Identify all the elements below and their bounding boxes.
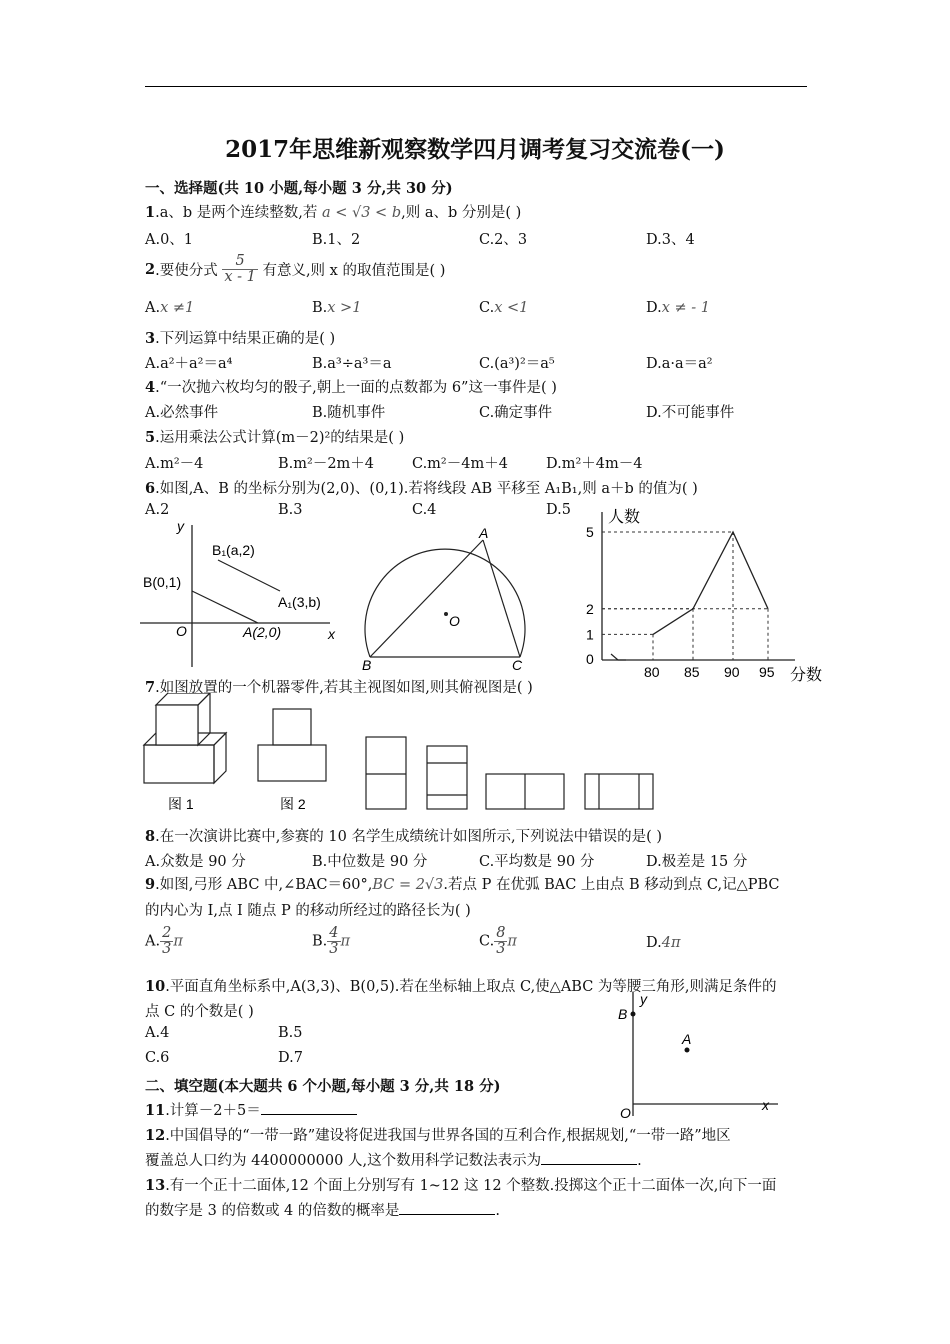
- segment-ab: [192, 591, 258, 623]
- chord-ab: [370, 540, 483, 657]
- page-title: 2017年思维新观察数学四月调考复习交流卷(一): [225, 136, 725, 163]
- figure-2-front-view: [258, 709, 326, 781]
- question-12-line-2: 覆盖总人口约为 4400000000 人,这个数用科学记数法表示为 .: [145, 1149, 642, 1170]
- option-view-c: [486, 774, 564, 809]
- q8-option-d: D.极差是 15 分: [646, 854, 748, 870]
- q4-option-d: D.不可能事件: [646, 405, 735, 421]
- q9-point-a-label: A: [479, 525, 489, 541]
- q6-option-a: A.2: [145, 502, 170, 518]
- q9-option-b: B. $\frac{4}{3}$ π: [312, 925, 351, 958]
- q6-option-b: B.3: [278, 502, 303, 518]
- q10-y-label: y: [640, 991, 647, 1007]
- q3-option-b: B.a³÷a³＝a: [312, 356, 392, 372]
- q10-x-label: x: [762, 1097, 769, 1113]
- q2-option-c: C.x <1: [479, 300, 529, 316]
- q5-option-b: B.m²－2m＋4: [278, 456, 375, 472]
- figure-1-solid: [144, 693, 226, 783]
- q8-line-chart: [580, 500, 830, 690]
- q4-option-a: A.必然事件: [145, 405, 219, 421]
- option-view-d: [585, 774, 653, 809]
- q10-option-b: B.5: [278, 1025, 303, 1041]
- x-tick-label-80: 80: [644, 664, 660, 680]
- chart-series-line: [653, 532, 768, 634]
- major-arc-bac: [365, 549, 525, 657]
- q10-point-a: [685, 1048, 690, 1053]
- q1-option-b: B.1、2: [312, 232, 361, 248]
- point-a-label: A(2,0): [243, 624, 282, 640]
- q1-option-c: C.2、3: [479, 232, 528, 248]
- y-tick-label-2: 2: [586, 600, 594, 617]
- question-2: 2.要使分式 $\frac{5}{x - 1}$ 有意义,则 x 的取值范围是( ): [145, 253, 446, 286]
- question-7: 7.如图放置的一个机器零件,若其主视图如图,则其俯视图是( ): [145, 679, 533, 696]
- q6-origin-label: O: [176, 623, 187, 639]
- q11-answer-blank: [261, 1100, 357, 1115]
- x-tick-label-90: 90: [724, 664, 740, 680]
- q7-figures: [140, 693, 670, 818]
- question-10-line-2: 点 C 的个数是( ): [145, 1004, 254, 1020]
- q2-option-d: D.x ≠ - 1: [646, 300, 710, 316]
- center-point: [444, 612, 448, 616]
- q5-option-d: D.m²＋4m－4: [546, 456, 643, 472]
- question-11: 11.计算－2＋5＝: [145, 1099, 357, 1120]
- x-tick-label-85: 85: [684, 664, 700, 680]
- q3-option-c: C.(a³)²＝a⁵: [479, 356, 555, 372]
- point-b1-label: B₁(a,2): [212, 542, 255, 558]
- section-2-heading: 二、填空题(本大题共 6 个小题,每小题 3 分,共 18 分): [145, 1078, 501, 1095]
- figure-1-label: 图 1: [168, 796, 194, 812]
- q10-origin-label: O: [620, 1105, 631, 1121]
- q1-option-d: D.3、4: [646, 232, 695, 248]
- q2-option-b: B.x >1: [312, 300, 362, 316]
- q6-option-c: C.4: [412, 502, 437, 518]
- q9-option-c: C. $\frac{8}{3}$ π: [479, 925, 517, 958]
- q6-y-label: y: [177, 518, 184, 534]
- q9-math: BC = 2√3: [372, 877, 444, 893]
- q8-option-a: A.众数是 90 分: [145, 854, 246, 870]
- question-4: 4.“一次抛六枚均匀的骰子,朝上一面的点数都为 6”这一事件是( ): [145, 379, 557, 396]
- question-1: 1.a、b 是两个连续整数,若 a < √3 < b,则 a、b 分别是( ): [145, 204, 522, 221]
- question-10: 10.平面直角坐标系中,A(3,3)、B(0,5).若在坐标轴上取点 C,使△ABC 为等腰三角形,则满足条件的: [145, 978, 777, 995]
- q10-option-c: C.6: [145, 1050, 170, 1066]
- q12-answer-blank: [541, 1150, 637, 1165]
- q8-option-c: C.平均数是 90 分: [479, 854, 595, 870]
- q10-option-a: A.4: [145, 1025, 170, 1041]
- q5-option-c: C.m²－4m＋4: [412, 456, 508, 472]
- question-13-line-2: 的数字是 3 的倍数或 4 的倍数的概率是 .: [145, 1199, 500, 1220]
- q10-point-a-label: A: [682, 1031, 692, 1047]
- q1-math: a < √3 < b: [321, 205, 402, 221]
- point-b-label: B(0,1): [143, 574, 182, 590]
- q9-center-label: O: [449, 613, 460, 629]
- q4-option-b: B.随机事件: [312, 405, 386, 421]
- q8-option-b: B.中位数是 90 分: [312, 854, 428, 870]
- segment-a1b1: [218, 560, 280, 591]
- question-8: 8.在一次演讲比赛中,参赛的 10 名学生成绩统计如图所示,下列说法中错误的是( ): [145, 828, 663, 845]
- y-tick-label-1: 1: [586, 626, 594, 643]
- question-9-line-2: 的内心为 I,点 I 随点 P 的移动所经过的路径长为( ): [145, 903, 471, 919]
- axis-break-mark: [611, 654, 626, 660]
- q9-point-c-label: C: [512, 657, 523, 673]
- y-tick-label-5: 5: [586, 524, 594, 540]
- q10-coordinate-figure: [610, 988, 790, 1123]
- option-view-a: [366, 737, 406, 809]
- point-a1-label: A₁(3,b): [278, 594, 321, 610]
- q4-option-c: C.确定事件: [479, 405, 553, 421]
- section-1-heading: 一、选择题(共 10 小题,每小题 3 分,共 30 分): [145, 180, 453, 197]
- q10-point-b-label: B: [618, 1006, 628, 1022]
- figure-2-label: 图 2: [280, 796, 306, 812]
- q9-option-a: A. $\frac{2}{3}$ π: [145, 925, 183, 958]
- q1-option-a: A.0、1: [145, 232, 194, 248]
- x-tick-label-95: 95: [759, 664, 775, 680]
- q5-option-a: A.m²－4: [145, 456, 204, 472]
- q3-option-d: D.a·a＝a²: [646, 356, 713, 372]
- option-view-b: [427, 746, 467, 809]
- question-12: 12.中国倡导的“一带一路”建设将促进我国与世界各国的互利合作,根据规划,“一带一路”地区: [145, 1127, 731, 1144]
- chart-x-label: 分数: [790, 667, 823, 684]
- q9-point-b-label: B: [362, 657, 372, 673]
- q2-option-a: A.x ≠1: [145, 300, 195, 316]
- y-tick-label-0: 0: [586, 651, 594, 667]
- top-rule: [145, 86, 807, 87]
- question-9: 9.如图,弓形 ABC 中,∠BAC＝60°,BC = 2√3.若点 P 在优弧 BAC 上由点 B 移动到点 C,记△PBC: [145, 876, 780, 893]
- q10-point-b: [631, 1012, 636, 1017]
- q9-option-d: D.4π: [646, 935, 681, 951]
- chart-y-label: 人数: [608, 509, 641, 526]
- q10-option-d: D.7: [278, 1050, 303, 1066]
- question-13: 13.有一个正十二面体,12 个面上分别写有 1~12 这 12 个整数.投掷这个正十二面体一次,向下一面: [145, 1177, 777, 1194]
- q6-option-d: D.5: [546, 502, 571, 518]
- question-5: 5.运用乘法公式计算(m－2)²的结果是( ): [145, 429, 405, 446]
- q6-x-label: x: [328, 626, 335, 642]
- question-6: 6.如图,A、B 的坐标分别为(2,0)、(0,1).若将线段 AB 平移至 A₁B₁,则 a＋b 的值为( ): [145, 480, 698, 497]
- question-3: 3.下列运算中结果正确的是( ): [145, 330, 336, 347]
- q9-circle-figure: [358, 522, 540, 674]
- q2-fraction: $\frac{5}{x - 1}$: [224, 253, 256, 286]
- q3-option-a: A.a²＋a²＝a⁴: [145, 356, 233, 372]
- q13-answer-blank: [399, 1200, 495, 1215]
- chord-ac: [483, 540, 520, 657]
- q6-coordinate-figure: [140, 515, 350, 675]
